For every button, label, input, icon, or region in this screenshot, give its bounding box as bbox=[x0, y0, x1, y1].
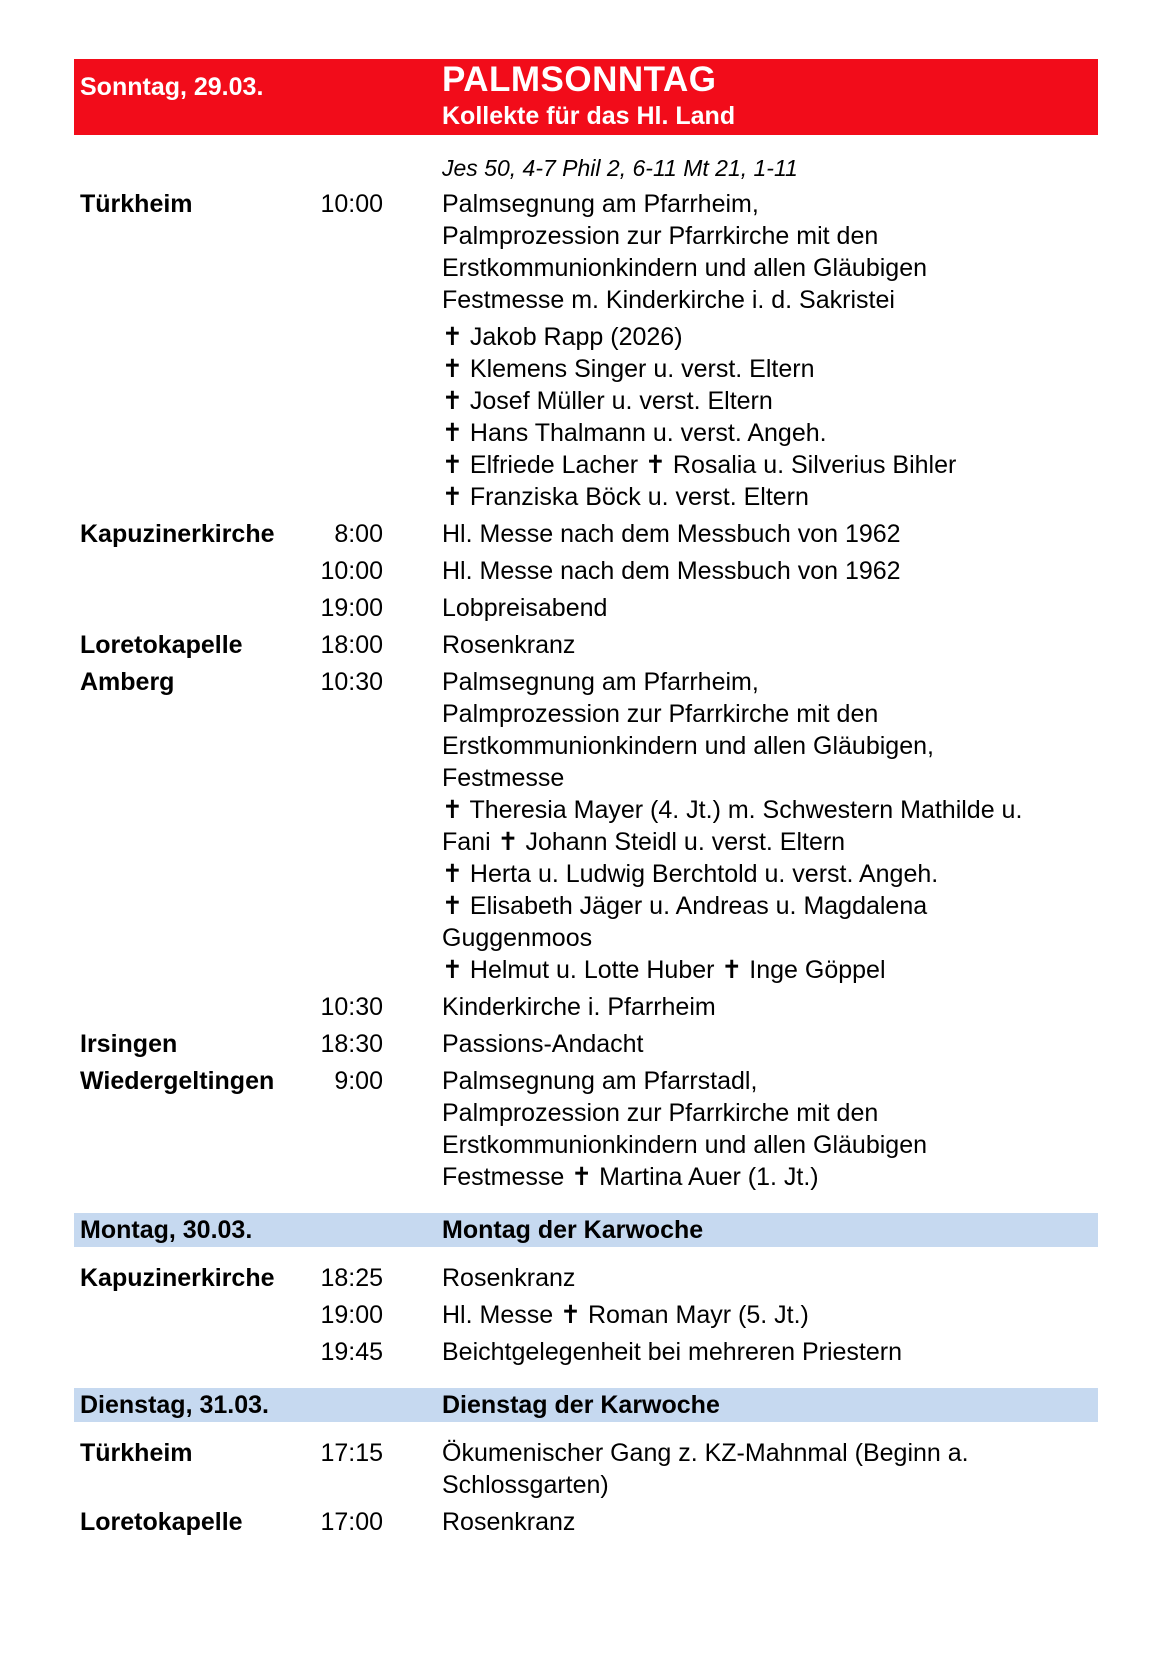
entry-time: 18:25 bbox=[320, 1264, 383, 1292]
schedule-entry bbox=[74, 1336, 1098, 1368]
entry-description bbox=[442, 629, 1098, 661]
entry-time: 10:00 bbox=[320, 190, 383, 218]
schedule-entry bbox=[74, 1028, 1098, 1060]
description-line: Palmprozession zur Pfarrkirche mit den bbox=[442, 700, 879, 728]
entry-place: Amberg bbox=[80, 668, 175, 696]
entry-description bbox=[442, 991, 1098, 1023]
description-line: Erstkommunionkindern und allen Gläubigen, bbox=[442, 732, 934, 760]
day-header bbox=[74, 59, 1098, 135]
schedule-entry bbox=[74, 188, 1098, 513]
entry-time: 10:00 bbox=[320, 557, 383, 585]
description-line: Beichtgelegenheit bei mehreren Priestern bbox=[442, 1338, 902, 1366]
entry-time: 19:00 bbox=[320, 594, 383, 622]
description-line: Rosenkranz bbox=[442, 1508, 576, 1536]
schedule-entry bbox=[74, 1506, 1098, 1538]
description-line: Festmesse ✝ Martina Auer (1. Jt.) bbox=[442, 1163, 819, 1191]
intention-line: ✝ Klemens Singer u. verst. Eltern bbox=[442, 355, 815, 383]
description-line: Erstkommunionkindern und allen Gläubigen bbox=[442, 254, 928, 282]
entry-time: 10:30 bbox=[320, 993, 383, 1021]
section-gap bbox=[74, 1368, 1098, 1388]
day-title: PALMSONNTAG bbox=[442, 60, 717, 99]
entry-description bbox=[442, 1262, 1098, 1294]
header-gap bbox=[74, 1422, 1098, 1432]
entry-time: 19:45 bbox=[320, 1338, 383, 1366]
schedule-entry bbox=[74, 555, 1098, 587]
entry-time: 17:15 bbox=[320, 1439, 383, 1467]
day-title: Dienstag der Karwoche bbox=[442, 1391, 720, 1419]
description-line: Hl. Messe ✝ Roman Mayr (5. Jt.) bbox=[442, 1301, 809, 1329]
entry-place: Türkheim bbox=[80, 1439, 193, 1467]
day-header bbox=[74, 1388, 1098, 1422]
intention-line: ✝ Hans Thalmann u. verst. Angeh. bbox=[442, 419, 827, 447]
description-line: ✝ Theresia Mayer (4. Jt.) m. Schwestern Mathilde u. bbox=[442, 796, 1023, 824]
header-gap bbox=[74, 1247, 1098, 1257]
entry-time: 8:00 bbox=[334, 520, 383, 548]
entry-description bbox=[442, 1299, 1098, 1331]
entry-description bbox=[442, 555, 1098, 587]
readings: Jes 50, 4-7 Phil 2, 6-11 Mt 21, 1-11 bbox=[442, 155, 798, 181]
description-line: Hl. Messe nach dem Messbuch von 1962 bbox=[442, 557, 901, 585]
schedule-entry bbox=[74, 991, 1098, 1023]
day-subtitle: Kollekte für das Hl. Land bbox=[442, 102, 736, 130]
description-line: Schlossgarten) bbox=[442, 1471, 609, 1499]
intention-line: ✝ Franziska Böck u. verst. Eltern bbox=[442, 483, 809, 511]
entry-description bbox=[442, 188, 1098, 513]
day-date: Sonntag, 29.03. bbox=[80, 73, 264, 101]
entry-time: 18:00 bbox=[320, 631, 383, 659]
description-line: Festmesse m. Kinderkirche i. d. Sakristei bbox=[442, 286, 895, 314]
entry-description bbox=[442, 592, 1098, 624]
entry-place: Türkheim bbox=[80, 190, 193, 218]
schedule-entry bbox=[74, 666, 1098, 986]
entry-description bbox=[442, 1065, 1098, 1193]
description-line: Festmesse bbox=[442, 764, 565, 792]
entry-time: 9:00 bbox=[334, 1067, 383, 1095]
description-line: Hl. Messe nach dem Messbuch von 1962 bbox=[442, 520, 901, 548]
schedule-page bbox=[74, 59, 1098, 1538]
description-line: Rosenkranz bbox=[442, 1264, 576, 1292]
description-line: ✝ Elisabeth Jäger u. Andreas u. Magdalena bbox=[442, 892, 928, 920]
description-line: ✝ Herta u. Ludwig Berchtold u. verst. Angeh. bbox=[442, 860, 939, 888]
day-titles bbox=[442, 1216, 703, 1245]
entry-place: Kapuzinerkirche bbox=[80, 520, 275, 548]
description-line: Passions-Andacht bbox=[442, 1030, 644, 1058]
description-line: Palmsegnung am Pfarrheim, bbox=[442, 190, 759, 218]
day-header bbox=[74, 1213, 1098, 1247]
entry-time: 19:00 bbox=[320, 1301, 383, 1329]
description-line: ✝ Helmut u. Lotte Huber ✝ Inge Göppel bbox=[442, 956, 886, 984]
entry-place: Loretokapelle bbox=[80, 631, 243, 659]
entry-place: Irsingen bbox=[80, 1030, 178, 1058]
description-line: Ökumenischer Gang z. KZ-Mahnmal (Beginn a. bbox=[442, 1439, 969, 1467]
entry-time: 18:30 bbox=[320, 1030, 383, 1058]
entry-place: Wiedergeltingen bbox=[80, 1067, 275, 1095]
description-line: Rosenkranz bbox=[442, 631, 576, 659]
entry-time: 17:00 bbox=[320, 1508, 383, 1536]
entry-description bbox=[442, 666, 1098, 986]
description-line: Palmprozession zur Pfarrkirche mit den bbox=[442, 1099, 879, 1127]
description-line: Kinderkirche i. Pfarrheim bbox=[442, 993, 716, 1021]
day-titles bbox=[442, 59, 735, 131]
entry-description bbox=[442, 1506, 1098, 1538]
day-title: Montag der Karwoche bbox=[442, 1216, 704, 1244]
day-date: Montag, 30.03. bbox=[80, 1216, 253, 1244]
schedule-entry bbox=[74, 1065, 1098, 1193]
intention-line: ✝ Elfriede Lacher ✝ Rosalia u. Silverius Bihler bbox=[442, 451, 957, 479]
day-titles bbox=[442, 1391, 720, 1420]
entry-description bbox=[442, 1028, 1098, 1060]
entry-place: Loretokapelle bbox=[80, 1508, 243, 1536]
description-line: Palmprozession zur Pfarrkirche mit den bbox=[442, 222, 879, 250]
description-line: Palmsegnung am Pfarrstadl, bbox=[442, 1067, 758, 1095]
schedule-entry bbox=[74, 592, 1098, 624]
schedule-entry bbox=[74, 518, 1098, 550]
intention-line: ✝ Jakob Rapp (2026) bbox=[442, 323, 683, 351]
description-line: Fani ✝ Johann Steidl u. verst. Eltern bbox=[442, 828, 846, 856]
entry-time: 10:30 bbox=[320, 668, 383, 696]
entry-description bbox=[442, 1336, 1098, 1368]
schedule-entry bbox=[74, 1262, 1098, 1294]
schedule-entry bbox=[74, 1299, 1098, 1331]
description-line: Lobpreisabend bbox=[442, 594, 608, 622]
entry-place: Kapuzinerkirche bbox=[80, 1264, 275, 1292]
day-date: Dienstag, 31.03. bbox=[80, 1391, 269, 1419]
description-line: Erstkommunionkindern und allen Gläubigen bbox=[442, 1131, 928, 1159]
section-gap bbox=[74, 1193, 1098, 1213]
schedule-entry bbox=[74, 1437, 1098, 1501]
schedule-entry bbox=[74, 629, 1098, 661]
entry-description bbox=[442, 518, 1098, 550]
intention-line: ✝ Josef Müller u. verst. Eltern bbox=[442, 387, 773, 415]
entry-description bbox=[442, 1437, 1098, 1501]
description-line: Palmsegnung am Pfarrheim, bbox=[442, 668, 759, 696]
description-line: Guggenmoos bbox=[442, 924, 593, 952]
